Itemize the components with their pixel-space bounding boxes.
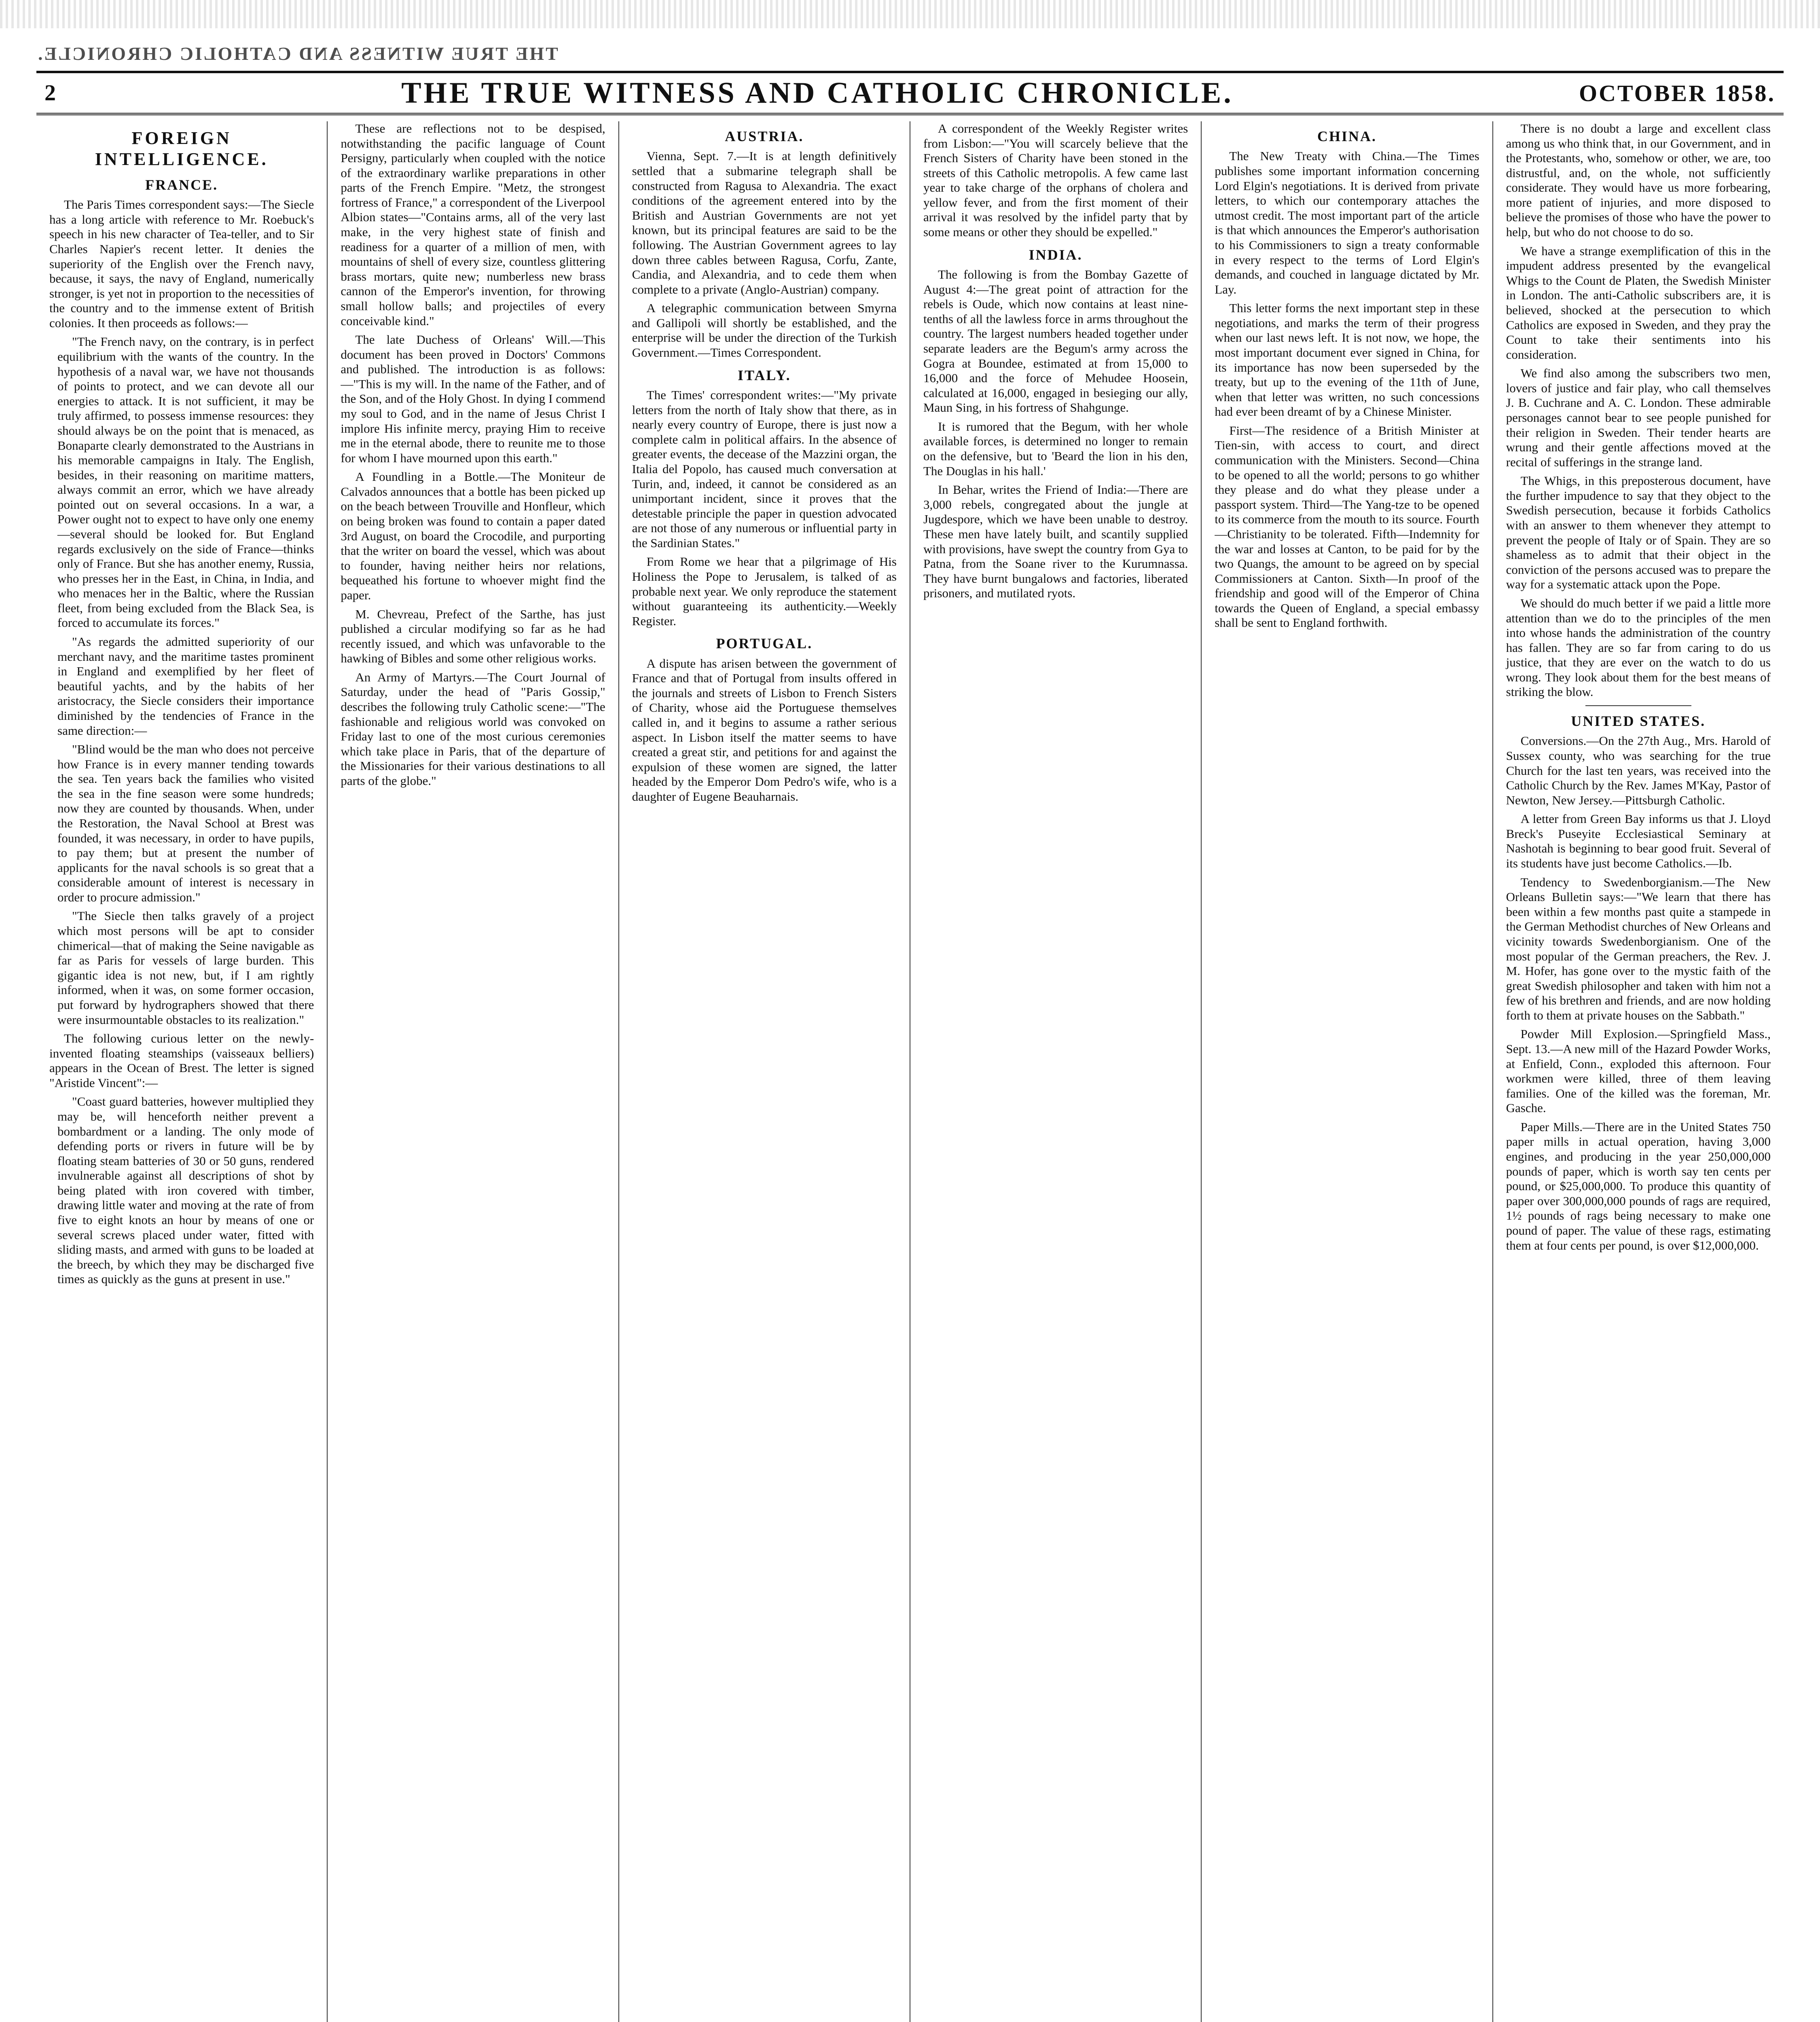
- section-heading-united-states: UNITED STATES.: [1571, 713, 1706, 729]
- mirrored-title: THE TRUE WITNESS AND CATHOLIC CHRONICLE.: [36, 43, 558, 64]
- article-paragraph: "Coast guard batteries, however multiplied they may be, will henceforth neither prevent a bombardment or a landing. The only mode of defending ports or rivers in future will be by floating steam batteries of 30 or 50 guns, rendered invulnerable against all descriptions of shot by being plated with iron covered with timber, drawing little water and moving at the rate of from five to eight knots an hour by means of one or several screws placed under water, fitted with sliding masts, and armed with guns to be loaded at the breech, by which they may be discharged five times as quickly as the guns at present in use.": [57, 1094, 314, 1286]
- article-paragraph: The following curious letter on the newly-invented floating steamships (vaisseaux belliers) appears in the Ocean of Brest. The letter is signed "Aristide Vincent":—: [49, 1031, 314, 1090]
- page-number: 2: [44, 80, 56, 106]
- issue-date: OCTOBER 1858.: [1579, 80, 1776, 106]
- article-paragraph: The Times' correspondent writes:—"My private letters from the north of Italy show that there, as in nearly every country of Europe, there is just now a complete calm in political affairs. In the absence of greater events, the decease of the Mazzini organ, the Italia del Popolo, has caused much conversation at Turin, and, indeed, it cannot be considered as an unimportant incident, since it proves that the detestable principle the paper in question advocated are not those of any numerous or influential party in the Sardinian States.": [632, 388, 897, 550]
- article-paragraph: We find also among the subscribers two men, lovers of justice and fair play, who call themselves J. B. Cuchrane and A. C. London. These admirable personages cannot bear to see people punished for their religion in Sweden. Their tender hearts are wrung and their gentle affections moved at the recital of sufferings in the strange land.: [1506, 366, 1771, 469]
- article-paragraph: There is no doubt a large and excellent class among us who think that, in our Government, and in the Protestants, who, somehow or other, we are, too distrustful, and, on the whole, not sufficiently considerate. They would have us more forbearing, more patient of injuries, and more disposed to believe the promises of those who have the power to help, but who do not choose to do so.: [1506, 121, 1771, 239]
- article-paragraph: A Foundling in a Bottle.—The Moniteur de Calvados announces that a bottle has been picked up on the beach between Trouville and Honfleur, which on being broken was found to contain a paper dated 3rd August, on board the Crocodile, and purporting that the writer on board the vessel, which was about to founder, having neither heirs nor relations, bequeathed his fortune to whoever might find the paper.: [341, 470, 605, 602]
- article-paragraph: In Behar, writes the Friend of India:—There are 3,000 rebels, congregated about the jungle at Jugdespore, which we have been unable to destroy. These men have lately built, and scantily supplied with provisions, have swept the country from Gya to Patna, from the Soane river to the Kurumnassa. They have burnt bungalows and factories, liberated prisoners, and mutilated ryots.: [923, 482, 1188, 601]
- article-paragraph: We should do much better if we paid a little more attention than we do to the principles of the men into whose hands the administration of the country has fallen. They are so far from caring to do us justice, that they are ever on the watch to do us wrong. They look about them for the best means of striking the blow.: [1506, 596, 1771, 699]
- section-heading-china: CHINA.: [1317, 128, 1377, 144]
- article-paragraph: The late Duchess of Orleans' Will.—This document has been proved in Doctors' Commons and published. The introduction is as follows:—"This is my will. In the name of the Father, and of the Son, and of the Holy Ghost. In dying I commend my soul to God, and in the name of Jesus Christ I implore His infinite mercy, praying Him to receive me in the eternal abode, there to reunite me to those for whom I have mourned upon this earth.": [341, 332, 605, 465]
- article-paragraph: M. Chevreau, Prefect of the Sarthe, has just published a circular modifying so far as he had recently issued, and which was unfavorable to the hawking of Bibles and some other religious works.: [341, 607, 605, 666]
- mirrored-header-strip: [36, 38, 1784, 69]
- article-paragraph: The Whigs, in this preposterous document, have the further impudence to say that they object to the Swedish persecution, because it forbids Catholics with an answer to them whenever they attempt to prevent the people of Italy or of Spain. They are so shameless as to admit that their object in the conviction of the persons accused was to prepare the way for a systematic attack upon the Pope.: [1506, 474, 1771, 592]
- article-paragraph: Tendency to Swedenborgianism.—The New Orleans Bulletin says:—"We learn that there has been within a few months past quite a stampede in the German Methodist churches of New Orleans and vicinity towards Swedenborgianism. One of the most popular of the German preachers, the Rev. J. M. Hofer, has gone over to the mystic faith of the great Swedish philosopher and taken with him not a few of his brethren and friends, and are now holding forth to them at private houses on the Sabbath.": [1506, 875, 1771, 1022]
- column-1: [36, 121, 328, 2022]
- bleed-through-strip: [0, 0, 1820, 28]
- article-paragraph: It is rumored that the Begum, with her whole available forces, is determined no longer to remain on the defensive, but to 'Beard the lion in his den, The Douglas in his hall.': [923, 419, 1188, 478]
- article-paragraph: First—The residence of a British Minister at Tien-sin, with access to court, and direct communication with the Ministers. Second—China to be opened to all the world; persons to go whither they please and do what they please under a passport system. Third—The Yang-tze to be opened to its commerce from the mouth to its source. Fourth—Christianity to be tolerated. Fifth—Indemnity for the war and losses at Canton, to be paid for by the two Quangs, the amount to be agreed on by special Commissioners at Canton. Sixth—In proof of the friendship and good will of the Emperor of China towards the Queen of England, a special embassy shall be sent to England forthwith.: [1215, 423, 1479, 630]
- article-columns: [36, 121, 1784, 2022]
- section-heading-austria: AUSTRIA.: [725, 128, 804, 144]
- article-paragraph: A telegraphic communication between Smyrna and Gallipoli will shortly be established, and the enterprise will be under the direction of the Turkish Government.—Times Correspondent.: [632, 301, 897, 360]
- section-heading-foreign: FOREIGN INTELLIGENCE.: [95, 128, 269, 169]
- section-heading-india: INDIA.: [1029, 246, 1083, 263]
- article-paragraph: Powder Mill Explosion.—Springfield Mass., Sept. 13.—A new mill of the Hazard Powder Works, at Enfield, Conn., exploded this afternoon. Four workmen were killed, three of them leaving families. One of the killed was the foreman, Mr. Gasche.: [1506, 1027, 1771, 1115]
- article-paragraph: The New Treaty with China.—The Times publishes some important information concerning Lord Elgin's negotiations. It is derived from private letters, to which our contemporary attaches the utmost credit. The most important part of the article is that which announces the Emperor's authorisation to his Commissioners to sign a treaty conformable in every respect to the terms of Lord Elgin's demands, and couched in language dictated by Mr. Lay.: [1215, 149, 1479, 296]
- newspaper-title: THE TRUE WITNESS AND CATHOLIC CHRONICLE.: [401, 76, 1234, 110]
- article-paragraph: A dispute has arisen between the government of France and that of Portugal from insults offered in the journals and streets of Lisbon to French Sisters of Charity, whose aid the Portuguese themselves called in, and it begins to assume a rather serious aspect. In Lisbon itself the matter seems to have created a great stir, and petitions for and against the expulsion of these women are signed, the latter headed by the Emperor Dom Pedro's wife, who is a daughter of Eugene Beauharnais.: [632, 656, 897, 804]
- article-paragraph: Conversions.—On the 27th Aug., Mrs. Harold of Sussex county, who was searching for the true Church for the last ten years, was received into the Catholic Church by the Rev. James M'Kay, Pastor of Newton, New Jersey.—Pittsburgh Catholic.: [1506, 734, 1771, 807]
- article-paragraph: Paper Mills.—There are in the United States 750 paper mills in actual operation, having 3,000 engines, and producing in the year 250,000,000 pounds of paper, which is worth say ten cents per pound, or $25,000,000. To produce this quantity of paper over 300,000,000 pounds of rags are required, 1½ pounds of rags being necessary to make one pound of paper. The value of these rags, estimating them at four cents per pound, is over $12,000,000.: [1506, 1119, 1771, 1252]
- column-5: [1202, 121, 1493, 2022]
- article-paragraph: We have a strange exemplification of this in the impudent address presented by the evangelical Whigs to the Count de Platen, the Swedish Minister in London. The anti-Catholic subscribers are, it is believed, shocked at the persecution to which Catholics are exposed in Sweden, and they pray the Count to take their sentiments into his consideration.: [1506, 243, 1771, 362]
- article-paragraph: "As regards the admitted superiority of our merchant navy, and the maritime tastes prominent in England and exemplified by her fleet of beautiful yachts, and by the habits of her aristocracy, the Siecle considers their importance diminished by the tendencies of France in the same direction:—: [57, 635, 314, 738]
- article-paragraph: A letter from Green Bay informs us that J. Lloyd Breck's Puseyite Ecclesiastical Seminary at Nashotah is beginning to bear good fruit. Several of its students have just become Catholics.—Ib.: [1506, 812, 1771, 871]
- section-divider: [1585, 705, 1691, 706]
- article-paragraph: "Blind would be the man who does not perceive how France is in every manner tending towards the sea. Ten years back the families who visited the sea in the fine season were some hundreds; now they are counted by thousands. When, under the Restoration, the Naval School at Brest was founded, it was necessary, in order to have pupils, to pay them; but at present the number of applicants for the naval schools is so great that a considerable amount of interest is necessary in order to procure admission.": [57, 742, 314, 904]
- column-4: [910, 121, 1202, 2022]
- article-paragraph: These are reflections not to be despised, notwithstanding the pacific language of Count Persigny, particularly when coupled with the notice of the extraordinary warlike preparations in other parts of the French Empire. "Metz, the strongest fortress of France," a correspondent of the Liverpool Albion states—"Contains arms, all of the very last make, in the very highest state of finish and readiness for a quarter of a million of men, with mountains of shell of every size, countless glittering brass mortars, quite new; numberless new brass cannon of the Emperor's invention, for throwing small hollow balls; and projectiles of every conceivable kind.": [341, 121, 605, 328]
- article-paragraph: An Army of Martyrs.—The Court Journal of Saturday, under the head of "Paris Gossip," describes the following truly Catholic scene:—"The fashionable and religious world was convoked on Friday last to one of the most curious ceremonies which take place in Paris, that of the departure of the Missionaries for their various destinations to all parts of the globe.": [341, 670, 605, 788]
- column-3: [619, 121, 910, 2022]
- article-paragraph: The following is from the Bombay Gazette of August 4:—The great point of attraction for the rebels is Oude, which now contains at least nine-tenths of all the lawless force in arms throughout the country. The largest numbers headed together under separate leaders are the Begum's army across the Gogra at Boundee, estimated at from 15,000 to 16,000 and the force of Mehudee Hoosein, calculated at 16,000, engaged in besieging our ally, Maun Sing, in his fortress of Shahgunge.: [923, 267, 1188, 415]
- section-heading-portugal: PORTUGAL.: [716, 635, 813, 652]
- article-paragraph: "The French navy, on the contrary, is in perfect equilibrium with the wants of the country. In the hypothesis of a naval war, we have not thousands of points to protect, and we can devote all our energies to attack. It is not sufficient, it may be truly affirmed, to possess immense resources: they should always be on the point that is menaced, as Bonaparte clearly demonstrated to the Austrians in his memorable campaigns in Italy. The English, besides, in their reasoning on maritime matters, always commit an error, which we have already pointed out on several occasions. In a war, a Power ought not to expect to have only one enemy—several should be looked for. But England regards exclusively on the side of France—thinks only of France. But she has another enemy, Russia, who presses her in the East, in China, in India, and who menaces her in the Baltic, where the Russian fleet, from being excluded from the Black Sea, is forced to accumulate its forces.": [57, 334, 314, 630]
- article-paragraph: A correspondent of the Weekly Register writes from Lisbon:—"You will scarcely believe that the French Sisters of Charity have been stoned in the streets of this Catholic metropolis. A few came last year to take charge of the orphans of cholera and yellow fever, and from the first moment of their arrival it was resolved by the infidel party that by some means or other they should be expelled.": [923, 121, 1188, 239]
- article-paragraph: This letter forms the next important step in these negotiations, and marks the term of their progress when our last news left. It is not now, we hope, the most important document ever signed in China, for its importance has now been superseded by the treaty, but up to the evening of the 11th of June, when that letter was written, no such concessions had ever been dreamt of by a Chinese Minister.: [1215, 301, 1479, 419]
- article-paragraph: From Rome we hear that a pilgrimage of His Holiness the Pope to Jerusalem, is talked of as probable next year. We only reproduce the statement without guaranteeing its authenticity.—Weekly Register.: [632, 554, 897, 628]
- section-heading-italy: ITALY.: [737, 367, 791, 383]
- article-paragraph: Vienna, Sept. 7.—It is at length definitively settled that a submarine telegraph shall be constructed from Ragusa to Alexandria. The exact conditions of the agreement entered into by the British and Austrian Governments are not yet known, but its principal features are said to be the following. The Austrian Government agrees to lay down three cables between Ragusa, Corfu, Zante, Candia, and Alexandria, and to cede them when complete to a private (Anglo-Austrian) company.: [632, 149, 897, 296]
- article-paragraph: "The Siecle then talks gravely of a project which most persons will be apt to consider chimerical—that of making the Seine navigable as far as Paris for vessels of large burden. This gigantic idea is not new, but, if I am rightly informed, when it was, on some former occasion, put forward by hydrographers showed that there were insurmountable obstacles to its realization.": [57, 909, 314, 1027]
- column-6: [1493, 121, 1784, 2022]
- masthead: [36, 71, 1784, 115]
- column-2: [328, 121, 619, 2022]
- article-paragraph: The Paris Times correspondent says:—The Siecle has a long article with reference to Mr. Roebuck's speech in his new character of Tea-teller, and to Sir Charles Napier's recent letter. It denies the superiority of the English over the French navy, because, it says, the navy of England, numerically stronger, is yet not in proportion to the necessities of the country and to the immense extent of British colonies. It then proceeds as follows:—: [49, 197, 314, 330]
- section-heading-france: FRANCE.: [145, 176, 218, 193]
